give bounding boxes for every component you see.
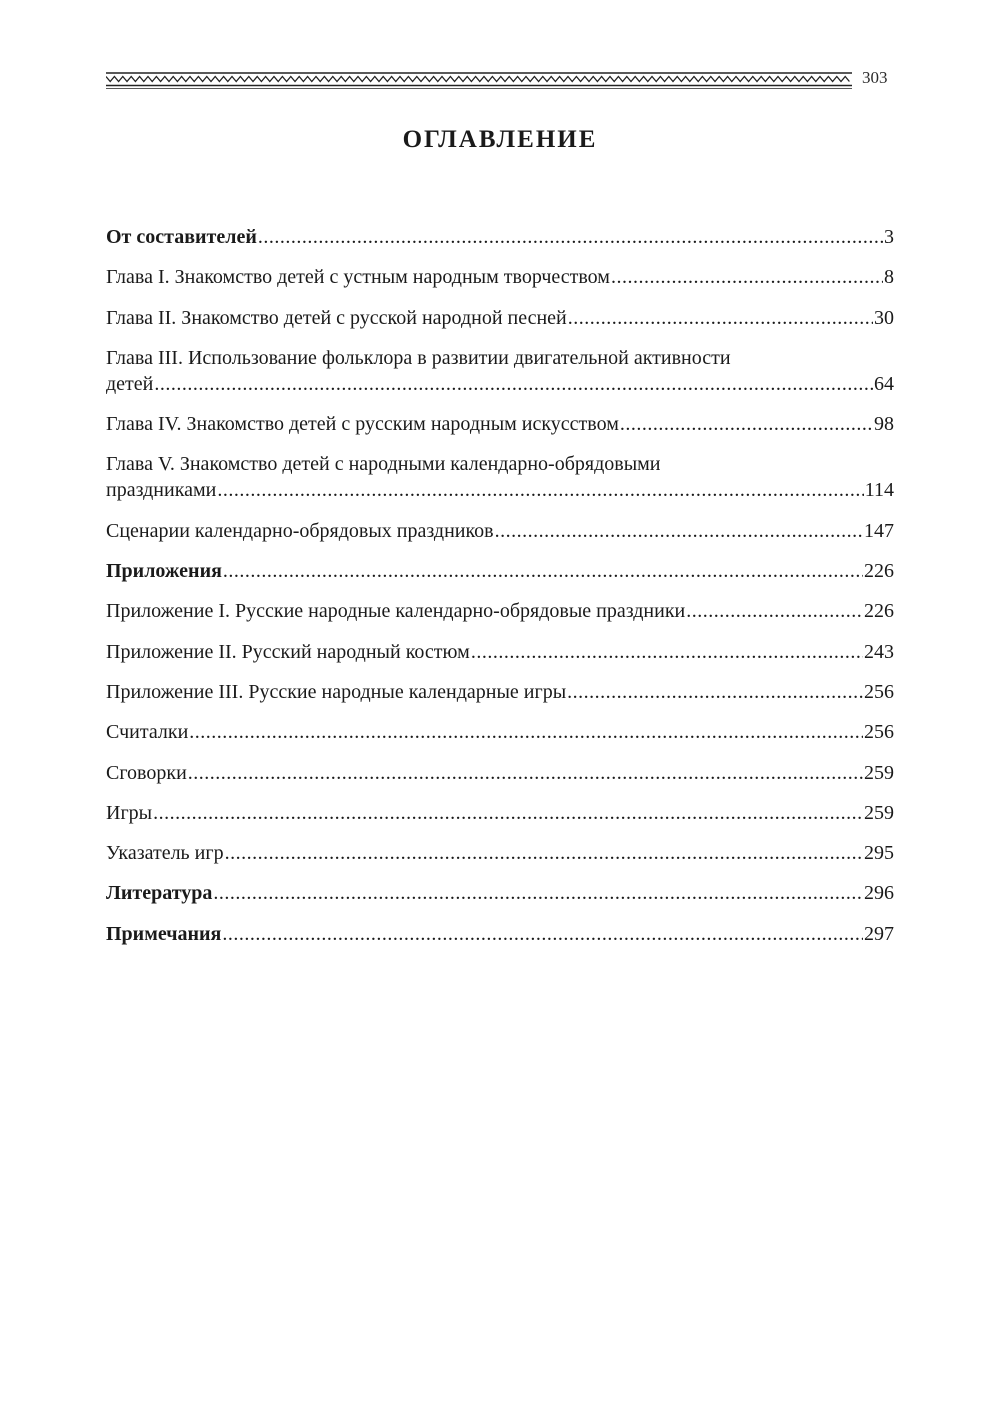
toc-entry [106,598,894,624]
toc-entry [106,345,894,397]
toc-entry-title: Примечания [106,922,222,945]
dot-leader [686,598,863,624]
dot-leader [189,719,863,745]
toc-entry-page: 226 [864,560,894,583]
toc-entry-page: 147 [864,519,894,542]
header-ornament [106,70,852,90]
dot-leader [258,224,883,250]
dot-leader [222,921,863,947]
toc-entry [106,921,894,947]
toc-entry-title: Приложение III. Русские народные календарные игры [106,680,567,703]
toc-entry-title: Глава IV. Знакомство детей с русским народным искусством [106,413,619,436]
dot-leader [153,800,863,826]
toc-entry-title-first-line: Глава V. Знакомство детей с народными календарно-обрядовыми [106,453,661,476]
dot-leader [567,679,863,705]
toc-entry [106,840,894,866]
toc-entry [106,451,894,503]
toc-entry-page: 226 [864,600,894,623]
toc-entry [106,411,894,437]
toc-entry-title: Считалки [106,721,189,744]
toc-entry-title: Игры [106,801,153,824]
dot-leader [188,760,863,786]
toc-entry-title: Приложения [106,560,222,583]
toc-entry-title: праздниками [106,479,217,502]
toc-entry-page: 64 [874,372,894,395]
toc-entry-page: 259 [864,801,894,824]
toc-entry [106,224,894,250]
toc-entry-page: 243 [864,640,894,663]
toc-entry [106,880,894,906]
toc-entry-page: 297 [864,922,894,945]
dot-leader [471,639,863,665]
toc-entry-page: 256 [864,721,894,744]
toc-entry-page: 30 [874,306,894,329]
toc-entry-title: Указатель игр [106,842,224,865]
toc-entry [106,558,894,584]
dot-leader [154,371,873,397]
toc-entry [106,305,894,331]
toc-entry-title: детей [106,372,154,395]
toc-entry-title: Сценарии календарно-обрядовых праздников [106,519,494,542]
page-title: ОГЛАВЛЕНИЕ [402,126,598,153]
toc-entry [106,719,894,745]
toc-entry-title: Глава I. Знакомство детей с устным народным творчеством [106,266,610,289]
toc-entry [106,639,894,665]
toc-entry [106,760,894,786]
toc-entry [106,264,894,290]
toc-entry-title: Приложение I. Русские народные календарно-обрядовые праздники [106,600,686,623]
dot-leader [568,305,873,331]
dot-leader [213,880,863,906]
dot-leader [223,558,863,584]
toc-entry-title: Приложение II. Русский народный костюм [106,640,470,663]
toc-entry-page: 256 [864,680,894,703]
toc-entry-page: 3 [884,226,894,248]
dot-leader [495,518,863,544]
toc-entry-title: Сговорки [106,761,187,784]
toc-entry-page: 259 [864,761,894,784]
toc-entry-page: 98 [874,413,894,436]
dot-leader [620,411,873,437]
dot-leader [225,840,863,866]
toc-entry-title: Литература [106,882,213,905]
dot-leader [217,477,863,503]
page-number: 303 [862,68,888,87]
dot-leader [611,264,883,290]
toc-entry-page: 295 [864,842,894,865]
toc-entry-page: 296 [864,882,894,905]
toc-entry [106,800,894,826]
toc-entry-page: 8 [884,266,894,289]
toc-entry-title: Глава II. Знакомство детей с русской народной песней [106,306,567,329]
toc-entry-page: 114 [864,479,894,502]
table-of-contents [106,224,894,961]
toc-entry [106,518,894,544]
toc-entry-title: От составителей [106,226,257,248]
toc-entry-title-first-line: Глава III. Использование фольклора в развитии двигательной активности [106,346,731,369]
toc-entry [106,679,894,705]
